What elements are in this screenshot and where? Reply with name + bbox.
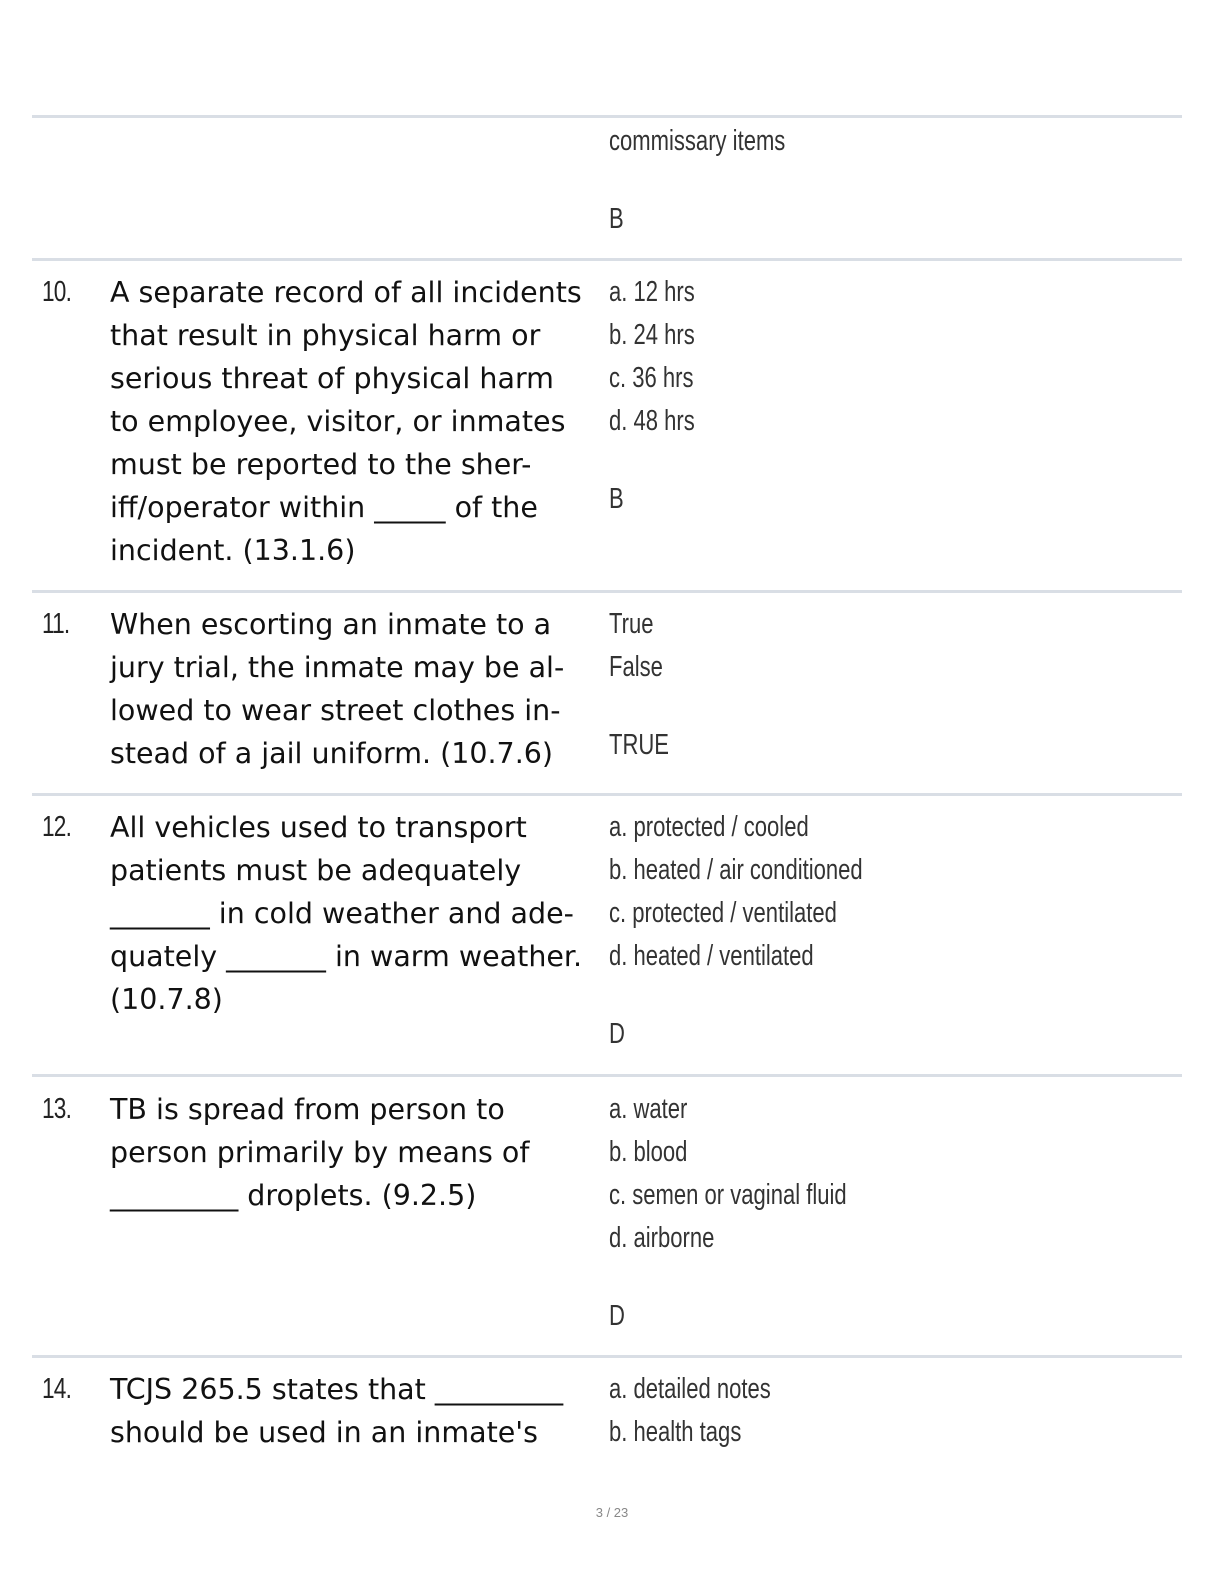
answer-option: d. airborne <box>609 1222 715 1254</box>
correct-answer: B <box>609 483 624 515</box>
answer-option: d. heated / ventilated <box>609 940 814 972</box>
answer-option: c. 36 hrs <box>609 362 694 394</box>
question-number: 13. <box>42 1093 72 1125</box>
correct-answer: D <box>609 1018 625 1050</box>
answer-option: False <box>609 651 663 683</box>
answer-option: d. 48 hrs <box>609 405 695 437</box>
answer-option: c. protected / ventilated <box>609 897 837 929</box>
answer-option: a. protected / cooled <box>609 811 809 843</box>
question-text: TB is spread from person to person primarily by means of _________ droplets. (9.2.5) <box>110 1093 530 1212</box>
answer-option: a. 12 hrs <box>609 276 695 308</box>
divider <box>32 590 1182 593</box>
answer-options <box>609 1368 1169 1454</box>
divider <box>32 258 1182 261</box>
question-text: A separate record of all incidents that result in physical harm or serious threat of physical harm to employee, visitor, or inmates must be reported to the sher- iff/operator within _____ of the incident. (13.1.6) <box>110 276 582 567</box>
answer-options <box>609 806 1169 1056</box>
question-text: All vehicles used to transport patients must be adequately _______ in cold weather and ade- quately _______ in warm weather. (10.7.8) <box>110 811 583 1016</box>
answer-option: a. detailed notes <box>609 1373 771 1405</box>
answer-options <box>609 1088 1169 1338</box>
question-number: 10. <box>42 276 72 308</box>
answer-option: b. 24 hrs <box>609 319 695 351</box>
correct-answer: B <box>609 203 624 235</box>
answer-option: c. semen or vaginal fluid <box>609 1179 847 1211</box>
correct-answer: D <box>609 1300 625 1332</box>
answer-options <box>609 603 1169 767</box>
answer-option: b. heated / air conditioned <box>609 854 863 886</box>
divider <box>32 1355 1182 1358</box>
question-number: 14. <box>42 1373 72 1405</box>
divider <box>32 115 1182 118</box>
answer-option: commissary items <box>609 125 786 157</box>
question-text: When escorting an inmate to a jury trial, the inmate may be al- lowed to wear street clothes in- stead of a jail uniform. (10.7.6) <box>110 608 565 770</box>
answer-option: b. blood <box>609 1136 688 1168</box>
divider <box>32 1074 1182 1077</box>
question-number: 11. <box>42 608 70 640</box>
correct-answer: TRUE <box>609 729 670 761</box>
answer-option: b. health tags <box>609 1416 742 1448</box>
answer-option: a. water <box>609 1093 688 1125</box>
answer-option: True <box>609 608 654 640</box>
page-indicator: 3 / 23 <box>595 1505 629 1520</box>
answer-options <box>609 271 1169 521</box>
question-text: TCJS 265.5 states that _________ should be used in an inmate's <box>110 1373 564 1449</box>
divider <box>32 793 1182 796</box>
answer-options <box>609 120 1169 241</box>
question-number: 12. <box>42 811 72 843</box>
